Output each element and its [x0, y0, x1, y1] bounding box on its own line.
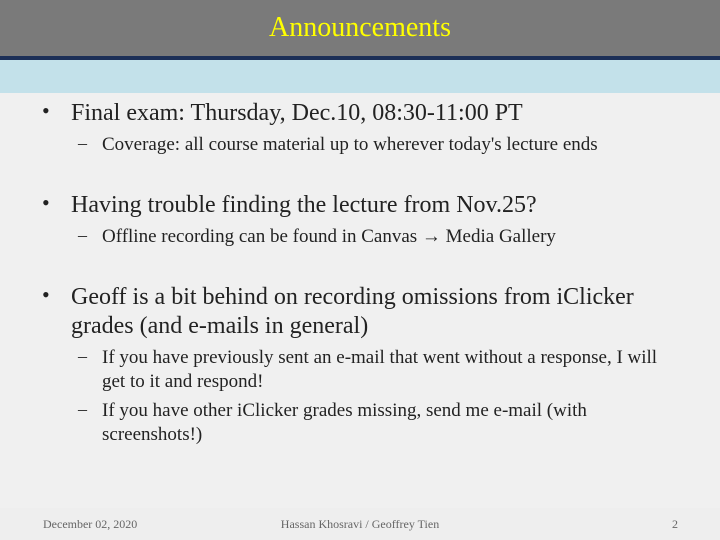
- bullet-marker: •: [42, 190, 50, 215]
- sub-bullet-recording: Offline recording can be found in Canvas → Media Gallery: [102, 226, 556, 247]
- sub-bullet-marker: –: [78, 225, 87, 245]
- sub-bullet-coverage: Coverage: all course material up to wherever today's lecture ends: [102, 134, 598, 155]
- sub-bullet-missing-grades: If you have other iClicker grades missing, send me e-mail (with screenshots!): [102, 400, 587, 445]
- bullet-iclicker-omissions: Geoff is a bit behind on recording omissions from iClicker grades (and e-mails in general): [71, 284, 634, 339]
- header-band: [0, 60, 720, 93]
- slide-title: Announcements: [269, 12, 451, 43]
- bullet-final-exam: Final exam: Thursday, Dec.10, 08:30-11:00 PT: [71, 100, 523, 126]
- bullet-marker: •: [42, 282, 50, 307]
- sub-bullet-marker: –: [78, 346, 87, 366]
- footer-date: December 02, 2020: [43, 517, 138, 531]
- bullet-marker: •: [42, 98, 50, 123]
- bullet-lecture-nov25: Having trouble finding the lecture from Nov.25?: [71, 192, 537, 218]
- sub-bullet-previous-email: If you have previously sent an e-mail that went without a response, I will get to it and respond!: [102, 347, 658, 392]
- title-bar: [0, 0, 720, 56]
- slide-content: [0, 93, 720, 508]
- sub-bullet-marker: –: [78, 399, 87, 419]
- sub-bullet-marker: –: [78, 133, 87, 153]
- footer-author: Hassan Khosravi / Geoffrey Tien: [280, 517, 440, 531]
- page-number: 2: [672, 517, 678, 531]
- slide-footer: [0, 508, 720, 540]
